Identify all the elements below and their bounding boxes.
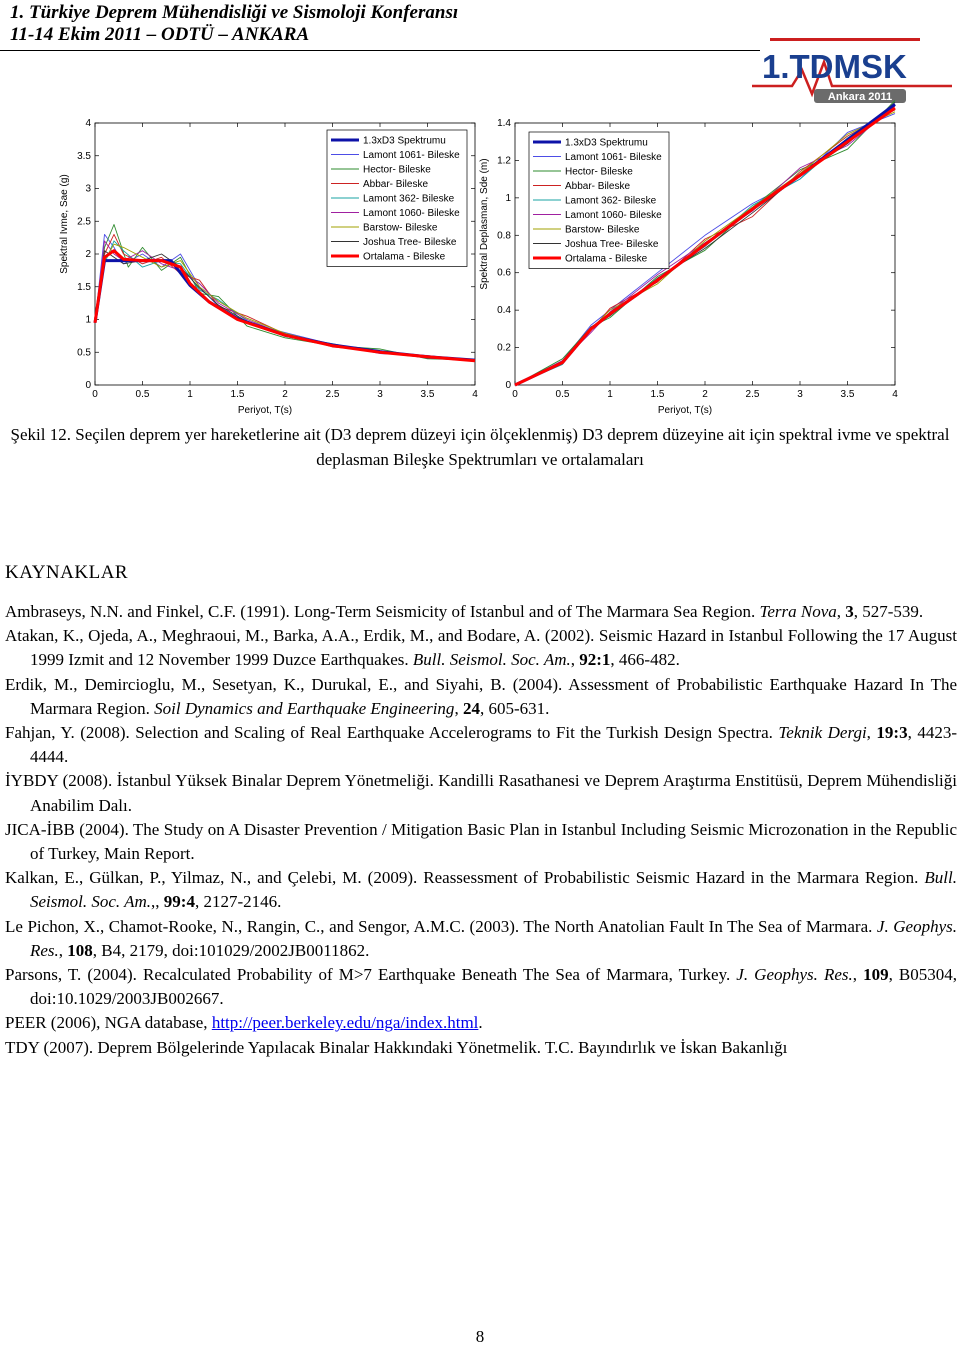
x-axis-label: Periyot, T(s) (657, 405, 713, 416)
header-rule (0, 50, 760, 51)
y-tick-label: 1 (505, 192, 511, 204)
reference-volume: 3 (845, 602, 854, 621)
reference-text: , 4423-4444. (30, 723, 957, 767)
reference-text: TDY (2007). Deprem Bölgelerinde Yapılacak Binalar Hakkındaki Yönetmelik. T.C. Bayındırlık ve İskan Bakanlığı (5, 1037, 788, 1057)
reference-item (5, 1011, 957, 1035)
legend-label: Ortalama - Bileske (565, 253, 648, 265)
y-tick-label: 1.4 (497, 118, 511, 129)
reference-text: , B05304, doi:10.1029/2003JB002667. (30, 965, 958, 1009)
reference-journal: J. Geophys. Res. (736, 965, 853, 985)
reference-item (5, 721, 957, 769)
reference-journal: Soil Dynamics and Earthquake Engineering (154, 698, 455, 718)
x-tick-label: 4 (892, 389, 898, 400)
reference-text: , (866, 723, 877, 743)
logo-text: 1.TDMSK (762, 48, 907, 85)
reference-item (5, 915, 957, 963)
x-axis-label: Periyot, T(s) (237, 405, 293, 416)
reference-list (5, 600, 957, 1060)
legend-label: Hector- Bileske (363, 164, 431, 176)
reference-text: , (852, 965, 864, 985)
x-tick-label: 2 (282, 389, 288, 400)
legend-label: 1.3xD3 Spektrumu (565, 137, 648, 149)
reference-text: PEER (2006), NGA database, (5, 1013, 212, 1033)
reference-text: , (58, 940, 68, 960)
legend-label: Hector- Bileske (565, 166, 633, 178)
legend-label: Lamont 1060- Bileske (565, 210, 662, 221)
legend-label: Barstow- Bileske (565, 224, 640, 236)
y-tick-label: 0.8 (497, 230, 511, 242)
reference-journal: Bull. Seismol. Soc. Am. (412, 650, 571, 670)
y-tick-label: 2.5 (77, 216, 91, 228)
y-tick-label: 1.2 (497, 155, 511, 167)
section-title: KAYNAKLAR (5, 562, 129, 583)
logo-top-bar (770, 38, 920, 41)
y-tick-label: 3 (85, 183, 91, 195)
reference-text: Fahjan, Y. (2008). Selection and Scaling of Real Earthquake Accelerograms to Fit the Turkish Design Spectra. (5, 723, 779, 743)
y-tick-label: 0.6 (497, 267, 511, 279)
reference-text: ,, (151, 892, 164, 912)
reference-text: , 2127-2146. (194, 892, 282, 912)
reference-text: JICA-İBB (2004). The Study on A Disaster Prevention / Mitigation Basic Plan in Istanbul Including Seismic Microzonation in the Republic of Turkey, Main Report. (5, 819, 957, 864)
reference-item (5, 624, 957, 672)
conference-logo (752, 34, 952, 104)
y-tick-label: 0.5 (77, 347, 91, 359)
reference-item (5, 600, 957, 624)
reference-link[interactable]: http://peer.berkeley.edu/nga/index.html (211, 1013, 479, 1033)
y-tick-label: 0 (85, 380, 91, 391)
reference-volume: 24 (462, 698, 480, 718)
reference-journal: Bull. Seismol. Soc. Am. (30, 868, 957, 912)
reference-item (5, 963, 957, 1011)
reference-text: Atakan, K., Ojeda, A., Meghraoui, M., Barka, A.A., Erdik, M., and Bodare, A. (2002). Seismic Hazard in Istanbul Following the 17 August 1999 Izmit and 12 November 1999 Duzce Earthquakes. (5, 626, 957, 670)
reference-item (5, 769, 957, 817)
reference-text: , B4, 2179, doi:101029/2002JB0011862. (92, 940, 370, 960)
x-tick-label: 2 (702, 389, 708, 400)
x-tick-label: 1 (607, 389, 613, 400)
reference-journal: Teknik Dergi (778, 723, 867, 743)
reference-text: . (478, 1013, 483, 1033)
legend-label: Barstow- Bileske (363, 222, 438, 234)
x-tick-label: 4 (472, 389, 478, 400)
legend-label: Abbar- Bileske (363, 179, 429, 190)
series-line-joshua-tree-bileske (95, 251, 475, 360)
figure-caption-label: Şekil 12. (10, 425, 71, 444)
y-tick-label: 3.5 (77, 150, 91, 162)
y-tick-label: 1 (85, 314, 91, 326)
reference-volume: 99:4 (163, 892, 195, 912)
reference-text: , (836, 602, 846, 621)
legend-label: 1.3xD3 Spektrumu (363, 135, 446, 147)
x-tick-label: 0 (92, 389, 98, 400)
displacement-spectrum-chart (479, 118, 905, 418)
x-tick-label: 3 (797, 389, 803, 400)
series-line-ortalama-bileske (95, 251, 475, 361)
legend-label: Abbar- Bileske (565, 181, 631, 192)
figure-caption-text: Seçilen deprem yer hareketlerine ait (D3 deprem düzeyi için ölçeklenmiş) D3 deprem düzeyine ait için spektral ivme ve spektral deplasman Bileşke Spektrumları ve ortalamaları (75, 425, 950, 469)
legend-label: Joshua Tree- Bileske (565, 239, 659, 250)
reference-text: , 527-539. (853, 602, 924, 621)
conference-dates: 11-14 Ekim 2011 – ODTÜ – ANKARA (10, 24, 310, 45)
y-tick-label: 0 (505, 380, 511, 391)
reference-item (5, 673, 957, 721)
reference-text: Parsons, T. (2004). Recalculated Probability of M>7 Earthquake Beneath The Sea of Marmara, Turkey. (5, 965, 737, 985)
reference-item (5, 1036, 957, 1060)
reference-text: , 466-482. (610, 650, 680, 670)
y-axis-label: Spektral Ivme, Sae (g) (59, 174, 70, 274)
legend-label: Lamont 362- Bileske (565, 195, 657, 207)
x-tick-label: 1.5 (230, 389, 245, 400)
legend-label: Ortalama - Bileske (363, 251, 446, 263)
y-tick-label: 2 (85, 249, 91, 260)
reference-text: , (570, 650, 580, 670)
reference-text: Ambraseys, N.N. and Finkel, C.F. (1991). Long-Term Seismicity of Istanbul and of The Marmara Sea Region. (5, 602, 760, 621)
x-tick-label: 0.5 (555, 389, 570, 400)
series-line-1-3xd3-spektrumu (95, 261, 475, 361)
figure-caption (0, 422, 960, 472)
reference-journal: Terra Nova (759, 602, 837, 621)
reference-text: İYBDY (2008). İstanbul Yüksek Binalar Deprem Yönetmeliği. Kandilli Rasathanesi ve Deprem Araştırma Enstitüsü, Deprem Mühendisliği Anabilim Dalı. (5, 771, 957, 815)
y-tick-label: 0.2 (497, 342, 511, 354)
reference-text: Erdik, M., Demircioglu, M., Sesetyan, K., Durukal, E., and Siyahi, B. (2004). Assessment of Probabilistic Earthquake Hazard In The Marmara Region. (5, 674, 957, 718)
legend-label: Lamont 1060- Bileske (363, 208, 460, 219)
reference-volume: 19:3 (876, 723, 908, 743)
reference-volume: 92:1 (579, 650, 611, 670)
acceleration-spectrum-chart (55, 118, 500, 418)
reference-text: Kalkan, E., Gülkan, P., Yilmaz, N., and Çelebi, M. (2009). Reassessment of Probabilistic Seismic Hazard in the Marmara Region. (5, 868, 925, 888)
reference-volume: 108 (67, 940, 93, 960)
acceleration-spectrum-svg (55, 118, 500, 418)
x-tick-label: 2.5 (325, 389, 340, 400)
reference-text: Le Pichon, X., Chamot-Rooke, N., Rangin, C., and Sengor, A.M.C. (2003). The North Anatolian Fault In The Sea of Marmara. (5, 916, 877, 936)
y-axis-label: Spektral Deplasman, Sde (m) (479, 158, 490, 290)
legend-label: Lamont 362- Bileske (363, 193, 455, 205)
logo-subtext: Ankara 2011 (827, 91, 893, 103)
x-tick-label: 3.5 (840, 389, 855, 400)
legend-label: Lamont 1061- Bileske (363, 150, 460, 161)
x-tick-label: 2.5 (745, 389, 760, 400)
reference-item (5, 866, 957, 914)
y-tick-label: 4 (85, 118, 91, 129)
conference-title: 1. Türkiye Deprem Mühendisliği ve Sismoloji Konferansı (10, 2, 459, 23)
y-tick-label: 0.4 (497, 305, 511, 317)
x-tick-label: 1 (187, 389, 193, 400)
legend-label: Joshua Tree- Bileske (363, 237, 457, 248)
x-tick-label: 3.5 (420, 389, 435, 400)
x-tick-label: 0.5 (135, 389, 150, 400)
x-tick-label: 1.5 (650, 389, 665, 400)
reference-item (5, 818, 957, 866)
reference-journal: J. Geophys. Res. (30, 916, 957, 960)
x-tick-label: 3 (377, 389, 383, 400)
page-number: 8 (475, 1327, 485, 1346)
x-tick-label: 0 (512, 389, 518, 400)
reference-text: , (454, 698, 463, 718)
legend-label: Lamont 1061- Bileske (565, 152, 662, 163)
reference-text: , 605-631. (479, 698, 550, 718)
displacement-spectrum-svg (479, 118, 905, 418)
reference-volume: 109 (863, 965, 889, 985)
y-tick-label: 1.5 (77, 281, 91, 293)
